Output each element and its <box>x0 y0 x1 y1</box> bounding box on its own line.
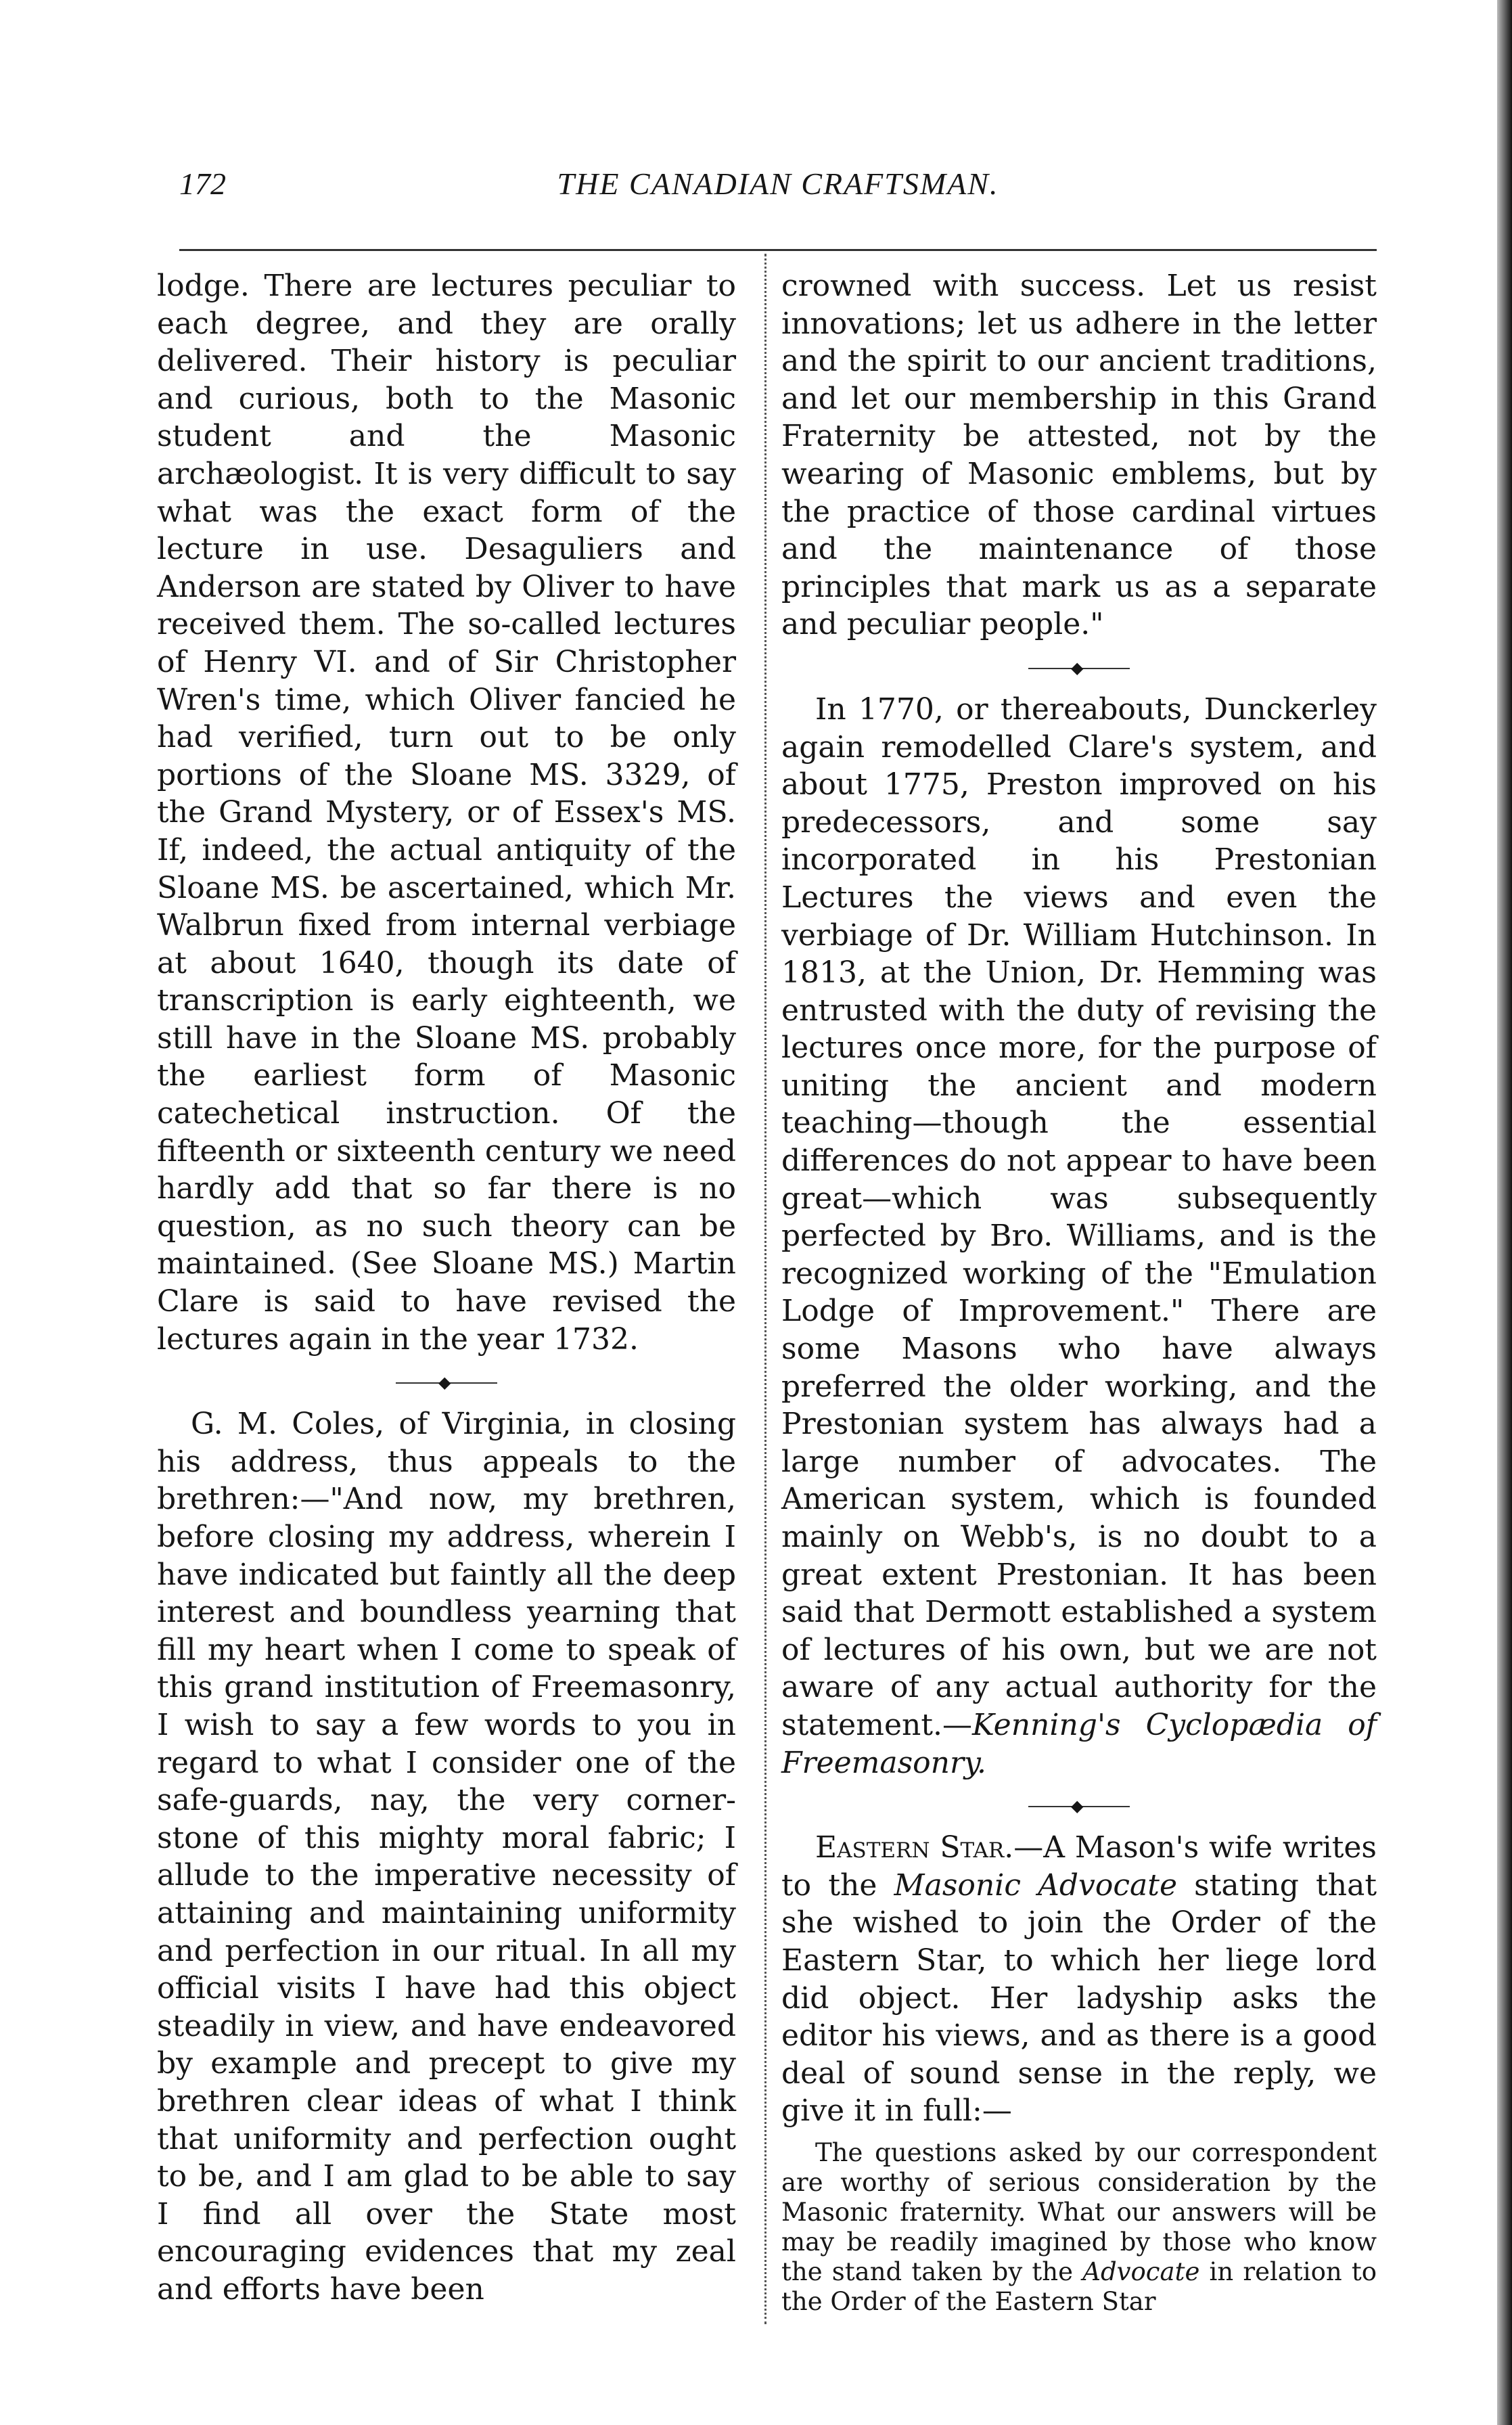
left-column <box>157 267 736 2308</box>
eastern-star-text-a: —A Mason's wife writes to the <box>781 1830 1377 1903</box>
paragraph-address-continued: crowned with success. Let us resist innovations; let us adhere in the letter and the spirit to our ancient traditions, and let our membership in this Grand Fraternity be attested, not by the wearing of Masonic emblems, but by the practice of those cardinal virtues and the maintenance of those principles that mark us as a separate and peculiar people." <box>781 269 1377 642</box>
column-divider <box>764 254 766 2324</box>
paragraph-eastern-star <box>781 1829 1377 2130</box>
section-separator <box>781 1782 1377 1829</box>
journal-title: THE CANADIAN CRAFTSMAN. <box>557 166 999 201</box>
paragraph-editor-reply <box>781 2138 1377 2317</box>
paragraph-lectures-history: lodge. There are lectures peculiar to each degree, and they are orally delivered. Their history is peculiar and curious, both to the Masonic student and the Masonic archæologist. It is very difficult to say what was the exact form of the lecture in use. Desaguliers and Anderson are stated by Oliver to have received them. The so-called lectures of Henry VI. and of Sir Christopher Wren's time, which Oliver fancied he had verified, turn out to be only portions of the Sloane MS. 3329, of the Grand Mystery, or of Essex's MS. If, indeed, the actual antiquity of the Sloane MS. be ascertained, which Mr. Walbrun fixed from internal verbiage at about 1640, though its date of transcription is early eighteenth, we still have in the Sloane MS. probably the earliest form of Masonic catechetical instruction. Of the fifteenth or sixteenth century we need hardly add that so far there is no question, as no such theory can be maintained. (See Sloane MS.) Martin Clare is said to have revised the lectures again in the year 1732. <box>157 269 737 1357</box>
reply-text-b: in relation to the Order of the Eastern Star <box>781 2257 1377 2316</box>
paragraph-coles-address: G. M. Coles, of Virginia, in closing his address, thus appeals to the brethren:—"And now, my brethren, before closing my address, wherein I have indicated but faintly all the deep interest and boundless yearning that fill my heart when I come to speak of this grand institution of Freemasonry, I wish to say a few words to you in regard to what I consider one of the safe-guards, nay, the very corner-stone of this mighty moral fabric; I allude to the imperative necessity of attaining and maintaining uniformity and perfection in our ritual. In all my official visits I have had this object steadily in view, and have endeavored by example and precept to give my brethren clear ideas of what I think that uniformity and perfection ought to be, and I am glad to be able to say I find all over the State most encouraging evidences that my zeal and efforts have been <box>157 1407 736 2307</box>
reply-text-a: The questions asked by our correspondent are worthy of serious consideration by the Masonic fraternity. What our answers will be may be readily imagined by those who know the stand taken by the <box>781 2137 1377 2286</box>
eastern-star-heading: Eastern Star. <box>815 1830 1014 1865</box>
page-number: 172 <box>179 166 226 201</box>
publication-name-short: Advocate <box>1082 2257 1200 2286</box>
header-rule <box>179 249 1377 251</box>
page-edge-shadow <box>1497 0 1512 2425</box>
revisions-text: In 1770, or thereabouts, Dunckerley again remodelled Clare's system, and about 1775, Preston improved on his predecessors, and some say incorporated in his Prestonian Lectures the views and even the verbiage of Dr. William Hutchinson. In 1813, at the Union, Dr. Hemming was entrusted with the duty of revising the lectures once more, for the purpose of uniting the ancient and modern teaching—though the essential differences do not appear to have been great—which was subsequently perfected by Bro. Williams, and is the recognized working of the "Emulation Lodge of Improvement." There are some Masons who have always preferred the older working, and the Prestonian system has always had a large number of advocates. The American system, which is founded mainly on Webb's, is no doubt to a great extent Prestonian. It has been said that Dermott established a system of lectures of his own, but we are not aware of any actual authority for the statement.— <box>781 692 1377 1742</box>
eastern-star-text-b: stating that she wished to join the Order of the Eastern Star, to which her liege lord did object. Her ladyship asks the editor his views, and as there is a good deal of sound sense in the reply, we give it in full:— <box>781 1867 1377 2129</box>
publication-name: Masonic Advocate <box>894 1867 1177 1903</box>
section-separator <box>157 1358 736 1405</box>
section-separator <box>781 643 1377 691</box>
right-column <box>781 267 1377 2317</box>
paragraph-lectures-revisions <box>781 691 1377 1782</box>
page-header <box>179 166 1377 220</box>
source-citation: Kenning's Cyclopædia of Freemasonry. <box>781 1707 1377 1780</box>
